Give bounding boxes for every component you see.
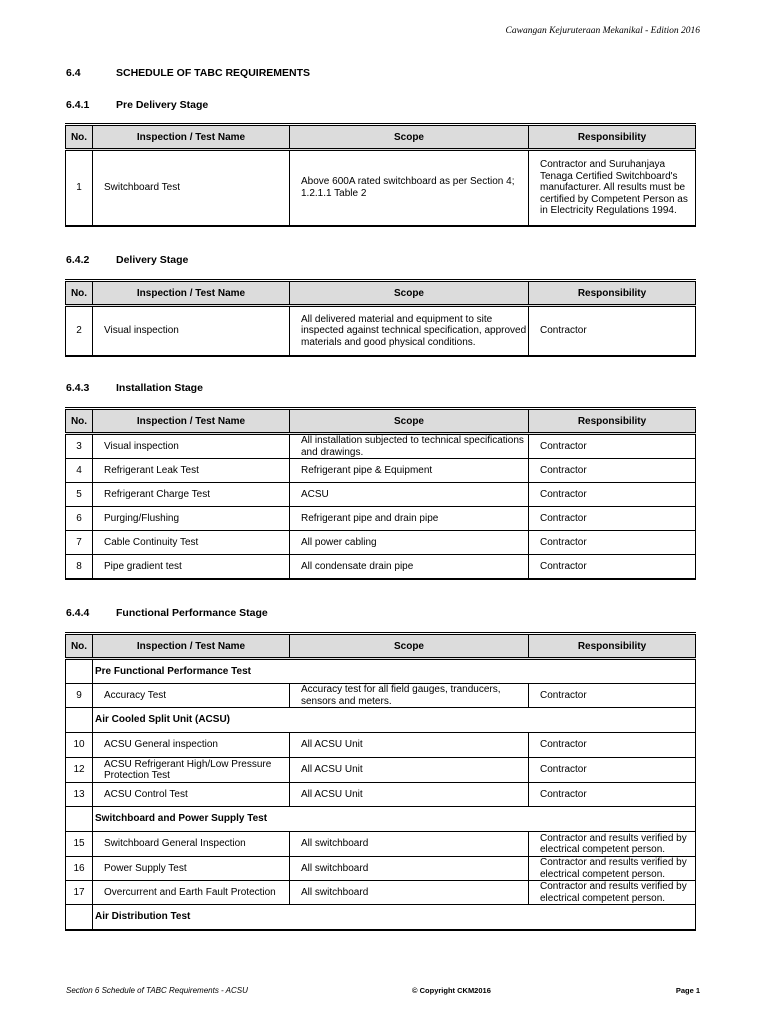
row-no: 6 <box>66 507 93 531</box>
col-header-responsibility: Responsibility <box>529 281 696 306</box>
row-responsibility: Contractor and results verified by electrical competent person. <box>529 881 696 905</box>
row-no: 15 <box>66 832 93 857</box>
row-scope: All power cabling <box>290 531 529 555</box>
table-row <box>66 306 696 356</box>
row-scope: Refrigerant pipe and drain pipe <box>290 507 529 531</box>
row-name: Switchboard Test <box>93 150 290 226</box>
group-row <box>66 659 696 684</box>
table-row <box>66 733 696 758</box>
col-header-no: No. <box>66 281 93 306</box>
col-header-scope: Scope <box>290 125 529 150</box>
group-label: Switchboard and Power Supply Test <box>93 807 696 832</box>
stage-heading-pre-delivery <box>66 99 208 111</box>
stage-number: 6.4.1 <box>66 99 90 111</box>
row-name: Refrigerant Charge Test <box>93 483 290 507</box>
row-scope: All switchboard <box>290 857 529 881</box>
col-header-name: Inspection / Test Name <box>93 634 290 659</box>
col-header-no: No. <box>66 634 93 659</box>
row-no: 10 <box>66 733 93 758</box>
group-label: Pre Functional Performance Test <box>93 659 696 684</box>
footer-page-number: Page 1 <box>675 986 700 995</box>
row-name: Cable Continuity Test <box>93 531 290 555</box>
footer-section-title: Section 6 Schedule of TABC Requirements - ACSU <box>66 986 248 995</box>
row-scope: Accuracy test for all field gauges, tranducers, sensors and meters. <box>290 684 529 708</box>
row-name: Purging/Flushing <box>93 507 290 531</box>
stage-number: 6.4.3 <box>66 382 90 394</box>
row-responsibility: Contractor <box>529 483 696 507</box>
row-responsibility: Contractor <box>529 758 696 783</box>
row-no: 17 <box>66 881 93 905</box>
row-no: 3 <box>66 434 93 459</box>
table-row <box>66 783 696 807</box>
stage-title: Delivery Stage <box>116 254 189 266</box>
row-scope: Above 600A rated switchboard as per Section 4; 1.2.1.1 Table 2 <box>290 150 529 226</box>
row-no: 1 <box>66 150 93 226</box>
row-responsibility: Contractor <box>529 306 696 356</box>
row-responsibility: Contractor <box>529 555 696 579</box>
section-heading <box>66 67 310 79</box>
installation-table <box>65 407 696 580</box>
row-scope: All condensate drain pipe <box>290 555 529 579</box>
table-row <box>66 507 696 531</box>
row-responsibility: Contractor and results verified by electrical competent person. <box>529 857 696 881</box>
stage-heading-installation <box>66 382 203 394</box>
row-no: 7 <box>66 531 93 555</box>
row-name: Pipe gradient test <box>93 555 290 579</box>
stage-number: 6.4.2 <box>66 254 90 266</box>
group-label: Air Distribution Test <box>93 905 696 930</box>
group-row <box>66 905 696 930</box>
stage-heading-delivery <box>66 254 188 266</box>
row-responsibility: Contractor <box>529 507 696 531</box>
row-scope: ACSU <box>290 483 529 507</box>
row-no: 13 <box>66 783 93 807</box>
functional-performance-table <box>65 632 696 931</box>
row-no: 12 <box>66 758 93 783</box>
col-header-scope: Scope <box>290 634 529 659</box>
table-row <box>66 758 696 783</box>
col-header-name: Inspection / Test Name <box>93 409 290 434</box>
row-scope: All switchboard <box>290 881 529 905</box>
stage-number: 6.4.4 <box>66 607 90 619</box>
table-header-row <box>66 125 696 150</box>
row-scope: All delivered material and equipment to site inspected against technical specification, approved materials and good physical conditions. <box>290 306 529 356</box>
group-row <box>66 807 696 832</box>
row-scope: All ACSU Unit <box>290 733 529 758</box>
row-no: 8 <box>66 555 93 579</box>
row-name: Refrigerant Leak Test <box>93 459 290 483</box>
row-scope: All switchboard <box>290 832 529 857</box>
row-no: 9 <box>66 684 93 708</box>
table-row <box>66 150 696 226</box>
table-header-row <box>66 281 696 306</box>
row-scope: All ACSU Unit <box>290 783 529 807</box>
col-header-name: Inspection / Test Name <box>93 281 290 306</box>
row-name: Switchboard General Inspection <box>93 832 290 857</box>
row-scope: Refrigerant pipe & Equipment <box>290 459 529 483</box>
pre-delivery-table <box>65 123 696 227</box>
row-name: Overcurrent and Earth Fault Protection <box>93 881 290 905</box>
col-header-responsibility: Responsibility <box>529 634 696 659</box>
table-row <box>66 434 696 459</box>
table-row <box>66 881 696 905</box>
row-name: Visual inspection <box>93 434 290 459</box>
table-row <box>66 531 696 555</box>
row-name: Power Supply Test <box>93 857 290 881</box>
col-header-scope: Scope <box>290 409 529 434</box>
row-responsibility: Contractor <box>529 684 696 708</box>
row-responsibility: Contractor <box>529 783 696 807</box>
row-no: 5 <box>66 483 93 507</box>
stage-title: Functional Performance Stage <box>116 607 268 619</box>
stage-title: Pre Delivery Stage <box>116 99 209 111</box>
section-title: SCHEDULE OF TABC REQUIREMENTS <box>116 67 311 79</box>
col-header-name: Inspection / Test Name <box>93 125 290 150</box>
row-name: ACSU Control Test <box>93 783 290 807</box>
stage-title: Installation Stage <box>116 382 203 394</box>
table-header-row <box>66 634 696 659</box>
footer-copyright: © Copyright CKM2016 <box>412 986 491 995</box>
row-responsibility: Contractor <box>529 434 696 459</box>
table-row <box>66 555 696 579</box>
row-name: ACSU General inspection <box>93 733 290 758</box>
row-responsibility: Contractor and results verified by electrical competent person. <box>529 832 696 857</box>
group-row <box>66 708 696 733</box>
table-row <box>66 832 696 857</box>
col-header-scope: Scope <box>290 281 529 306</box>
section-number: 6.4 <box>66 67 81 79</box>
table-header-row <box>66 409 696 434</box>
col-header-responsibility: Responsibility <box>529 409 696 434</box>
row-responsibility: Contractor and Suruhanjaya Tenaga Certified Switchboard's manufacturer. All results must be certified by Competent Person as in Electricity Regulations 1994. <box>529 150 696 226</box>
col-header-no: No. <box>66 409 93 434</box>
row-responsibility: Contractor <box>529 531 696 555</box>
group-label: Air Cooled Split Unit (ACSU) <box>93 708 696 733</box>
row-name: ACSU Refrigerant High/Low Pressure Protection Test <box>93 758 290 783</box>
page-header: Cawangan Kejuruteraan Mekanikal - Edition 2016 <box>505 26 700 36</box>
row-scope: All installation subjected to technical specifications and drawings. <box>290 434 529 459</box>
row-name: Accuracy Test <box>93 684 290 708</box>
row-name: Visual inspection <box>93 306 290 356</box>
row-no: 2 <box>66 306 93 356</box>
table-row <box>66 483 696 507</box>
row-no: 16 <box>66 857 93 881</box>
row-responsibility: Contractor <box>529 733 696 758</box>
row-no: 4 <box>66 459 93 483</box>
col-header-responsibility: Responsibility <box>529 125 696 150</box>
stage-heading-functional-performance <box>66 607 268 619</box>
table-row <box>66 684 696 708</box>
row-scope: All ACSU Unit <box>290 758 529 783</box>
table-row <box>66 857 696 881</box>
delivery-table <box>65 279 696 357</box>
row-responsibility: Contractor <box>529 459 696 483</box>
table-row <box>66 459 696 483</box>
col-header-no: No. <box>66 125 93 150</box>
